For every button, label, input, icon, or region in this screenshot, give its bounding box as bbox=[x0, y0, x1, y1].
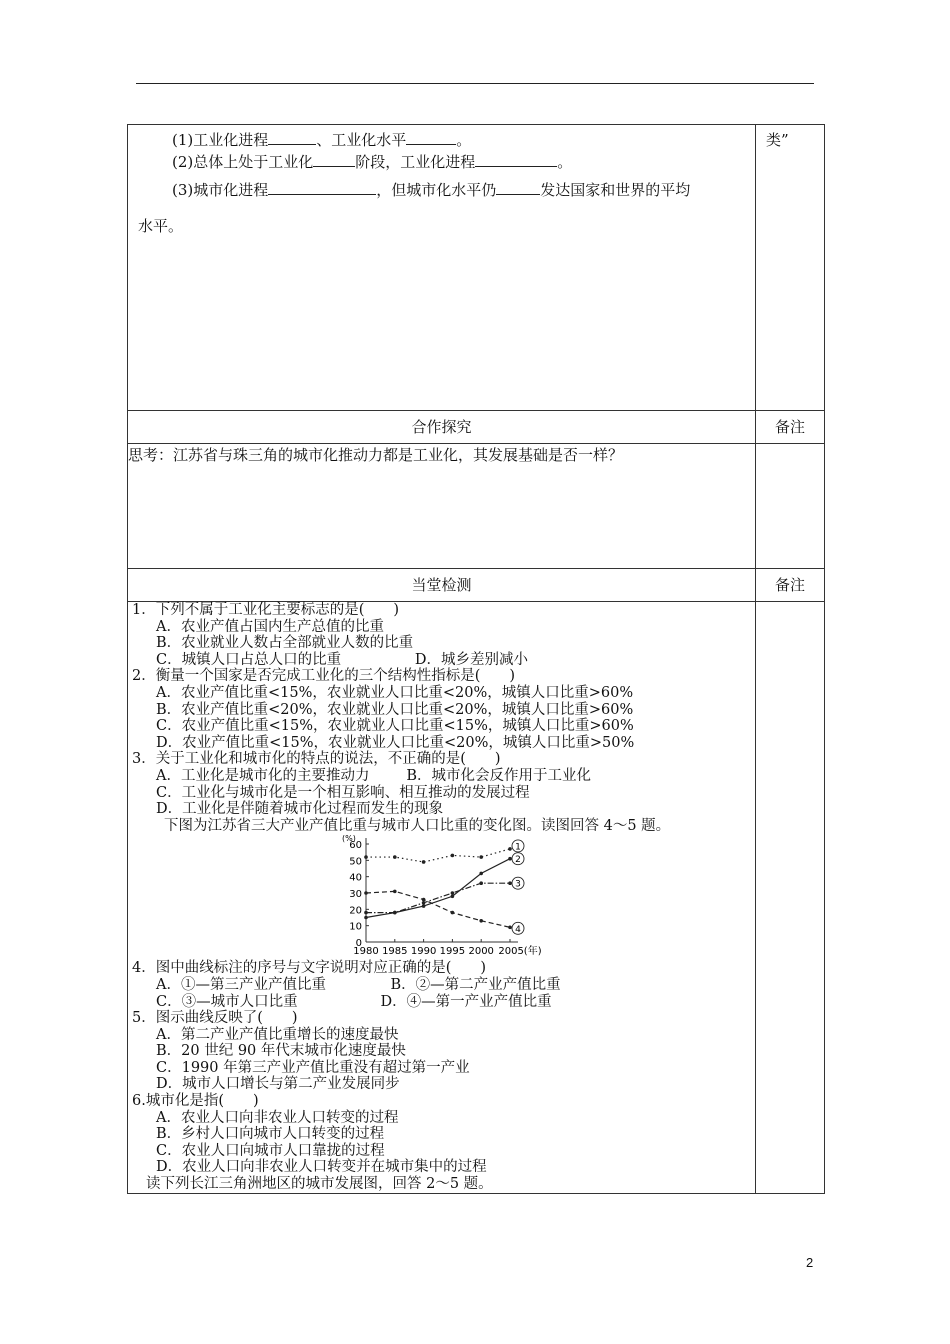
x-tick-label: 1995 bbox=[439, 946, 466, 958]
option: B．农业就业人数占全部就业人数的比重 bbox=[156, 635, 414, 652]
y-axis-label: (%) bbox=[342, 834, 356, 844]
test-questions bbox=[128, 602, 756, 1194]
map-lead-text: 读下列长江三角洲地区的城市发展图，回答 2～5 题。 bbox=[146, 1176, 493, 1193]
series-label: 4 bbox=[515, 925, 521, 936]
data-point bbox=[364, 911, 368, 915]
y-tick-label: 60 bbox=[349, 840, 362, 852]
series-label: 3 bbox=[515, 880, 521, 891]
option: C．城镇人口占总人口的比重 D．城乡差别减小 bbox=[156, 651, 528, 668]
data-point bbox=[451, 892, 455, 896]
data-point bbox=[364, 892, 368, 896]
option: B．乡村人口向城市人口转变的过程 bbox=[156, 1126, 385, 1143]
option: C．1990 年第三产业产值比重没有超过第一产业 bbox=[156, 1059, 470, 1076]
option: A．①—第三产业产值比重 B．②—第二产业产值比重 bbox=[156, 976, 561, 993]
data-point bbox=[451, 854, 455, 858]
data-point bbox=[451, 895, 455, 899]
explore-note-cell bbox=[756, 444, 825, 569]
option: A．农业产值占国内生产总值的比重 bbox=[156, 618, 384, 635]
option: C．农业产值比重<15%，农业就业人口比重<15%，城镇人口比重>60% bbox=[156, 718, 634, 735]
data-point bbox=[479, 919, 483, 923]
question-1: 1．下列不属于工业化主要标志的是( ) bbox=[132, 602, 400, 618]
question-3: 3．关于工业化和城市化的特点的说法，不正确的是( ) bbox=[132, 751, 501, 768]
x-tick-label: 2005(年) bbox=[498, 946, 542, 958]
option: C．③—城市人口比重 D．④—第一产业产值比重 bbox=[156, 993, 552, 1010]
option: D．农业人口向非农业人口转变并在城市集中的过程 bbox=[156, 1159, 487, 1176]
option: A．农业产值比重<15%，农业就业人口比重<20%，城镇人口比重>60% bbox=[156, 684, 634, 701]
data-point bbox=[422, 860, 426, 864]
page-number: 2 bbox=[806, 1255, 814, 1270]
series-label: 1 bbox=[515, 842, 521, 853]
question-6: 6.城市化是指( ) bbox=[132, 1093, 259, 1110]
series-line-4 bbox=[366, 892, 510, 928]
data-point bbox=[451, 911, 455, 915]
x-tick-label: 2000 bbox=[468, 946, 494, 958]
data-point bbox=[479, 872, 483, 876]
data-point bbox=[422, 898, 426, 902]
header-rule bbox=[136, 83, 814, 84]
y-tick-label: 40 bbox=[349, 872, 362, 884]
option: A．工业化是城市化的主要推动力 B．城市化会反作用于工业化 bbox=[156, 767, 591, 784]
option: A．第二产业产值比重增长的速度最快 bbox=[156, 1026, 399, 1043]
data-point bbox=[479, 882, 483, 886]
x-tick-label: 1980 bbox=[353, 946, 379, 958]
data-point bbox=[422, 901, 426, 905]
y-tick-label: 50 bbox=[349, 856, 362, 868]
y-tick-label: 30 bbox=[349, 889, 362, 901]
series-label: 2 bbox=[515, 855, 521, 866]
review-note-cell: 类” bbox=[756, 125, 825, 411]
option: C．工业化与城市化是一个相互影响、相互推动的发展过程 bbox=[156, 784, 530, 801]
test-note-header: 备注 bbox=[756, 569, 825, 602]
question-2: 2．衡量一个国家是否完成工业化的三个结构性指标是( ) bbox=[132, 668, 516, 685]
option: D．城市人口增长与第二产业发展同步 bbox=[156, 1076, 400, 1093]
data-point bbox=[393, 856, 397, 860]
option: A．农业人口向非农业人口转变的过程 bbox=[156, 1109, 399, 1126]
test-header: 当堂检测 bbox=[128, 569, 756, 602]
data-point bbox=[508, 926, 512, 930]
explore-header: 合作探究 bbox=[128, 411, 756, 444]
fill-line-4: 水平。 bbox=[138, 217, 184, 235]
data-point bbox=[479, 856, 483, 860]
data-point bbox=[393, 911, 397, 915]
series-line-3 bbox=[366, 884, 510, 913]
x-tick-label: 1990 bbox=[410, 946, 437, 958]
test-note-cell bbox=[756, 602, 825, 1194]
review-cell bbox=[128, 125, 756, 411]
explore-question: 思考：江苏省与珠三角的城市化推动力都是工业化，其发展基础是否一样？ bbox=[128, 444, 756, 569]
fill-line-2: (2)总体上处于工业化 阶段，工业化进程 。 bbox=[172, 153, 573, 171]
fill-line-1: (1)工业化进程 、工业化水平 。 bbox=[172, 131, 472, 149]
y-tick-label: 0 bbox=[355, 938, 362, 950]
y-tick-label: 20 bbox=[349, 905, 362, 917]
option: B．农业产值比重<20%，农业就业人口比重<20%，城镇人口比重>60% bbox=[156, 701, 634, 718]
chart-lead-text: 下图为江苏省三大产业产值比重与城市人口比重的变化图。读图回答 4～5 题。 bbox=[164, 817, 671, 834]
series-line-2 bbox=[366, 859, 510, 918]
chart-area bbox=[128, 834, 755, 960]
data-point bbox=[364, 856, 368, 860]
worksheet-table bbox=[127, 124, 825, 1194]
option: C．农业人口向城市人口靠拢的过程 bbox=[156, 1142, 385, 1159]
data-point bbox=[364, 916, 368, 920]
data-point bbox=[508, 847, 512, 851]
line-chart bbox=[334, 834, 544, 960]
data-point bbox=[508, 882, 512, 886]
data-point bbox=[508, 857, 512, 861]
x-tick-label: 1985 bbox=[382, 946, 408, 958]
data-point bbox=[393, 890, 397, 894]
series-line-1 bbox=[366, 849, 510, 862]
option: D．工业化是伴随着城市化过程而发生的现象 bbox=[156, 801, 444, 818]
explore-note-header: 备注 bbox=[756, 411, 825, 444]
y-tick-label: 10 bbox=[349, 921, 362, 933]
option: B．20 世纪 90 年代末城市化速度最快 bbox=[156, 1043, 406, 1060]
option: D．农业产值比重<15%，农业就业人口比重<20%，城镇人口比重>50% bbox=[156, 734, 635, 751]
fill-line-3: (3)城市化进程 ，但城市化水平仍 发达国家和世界的平均 bbox=[172, 181, 691, 199]
data-point bbox=[422, 905, 426, 909]
question-5: 5．图示曲线反映了( ) bbox=[132, 1010, 298, 1027]
question-4: 4．图中曲线标注的序号与文字说明对应正确的是( ) bbox=[132, 960, 487, 977]
